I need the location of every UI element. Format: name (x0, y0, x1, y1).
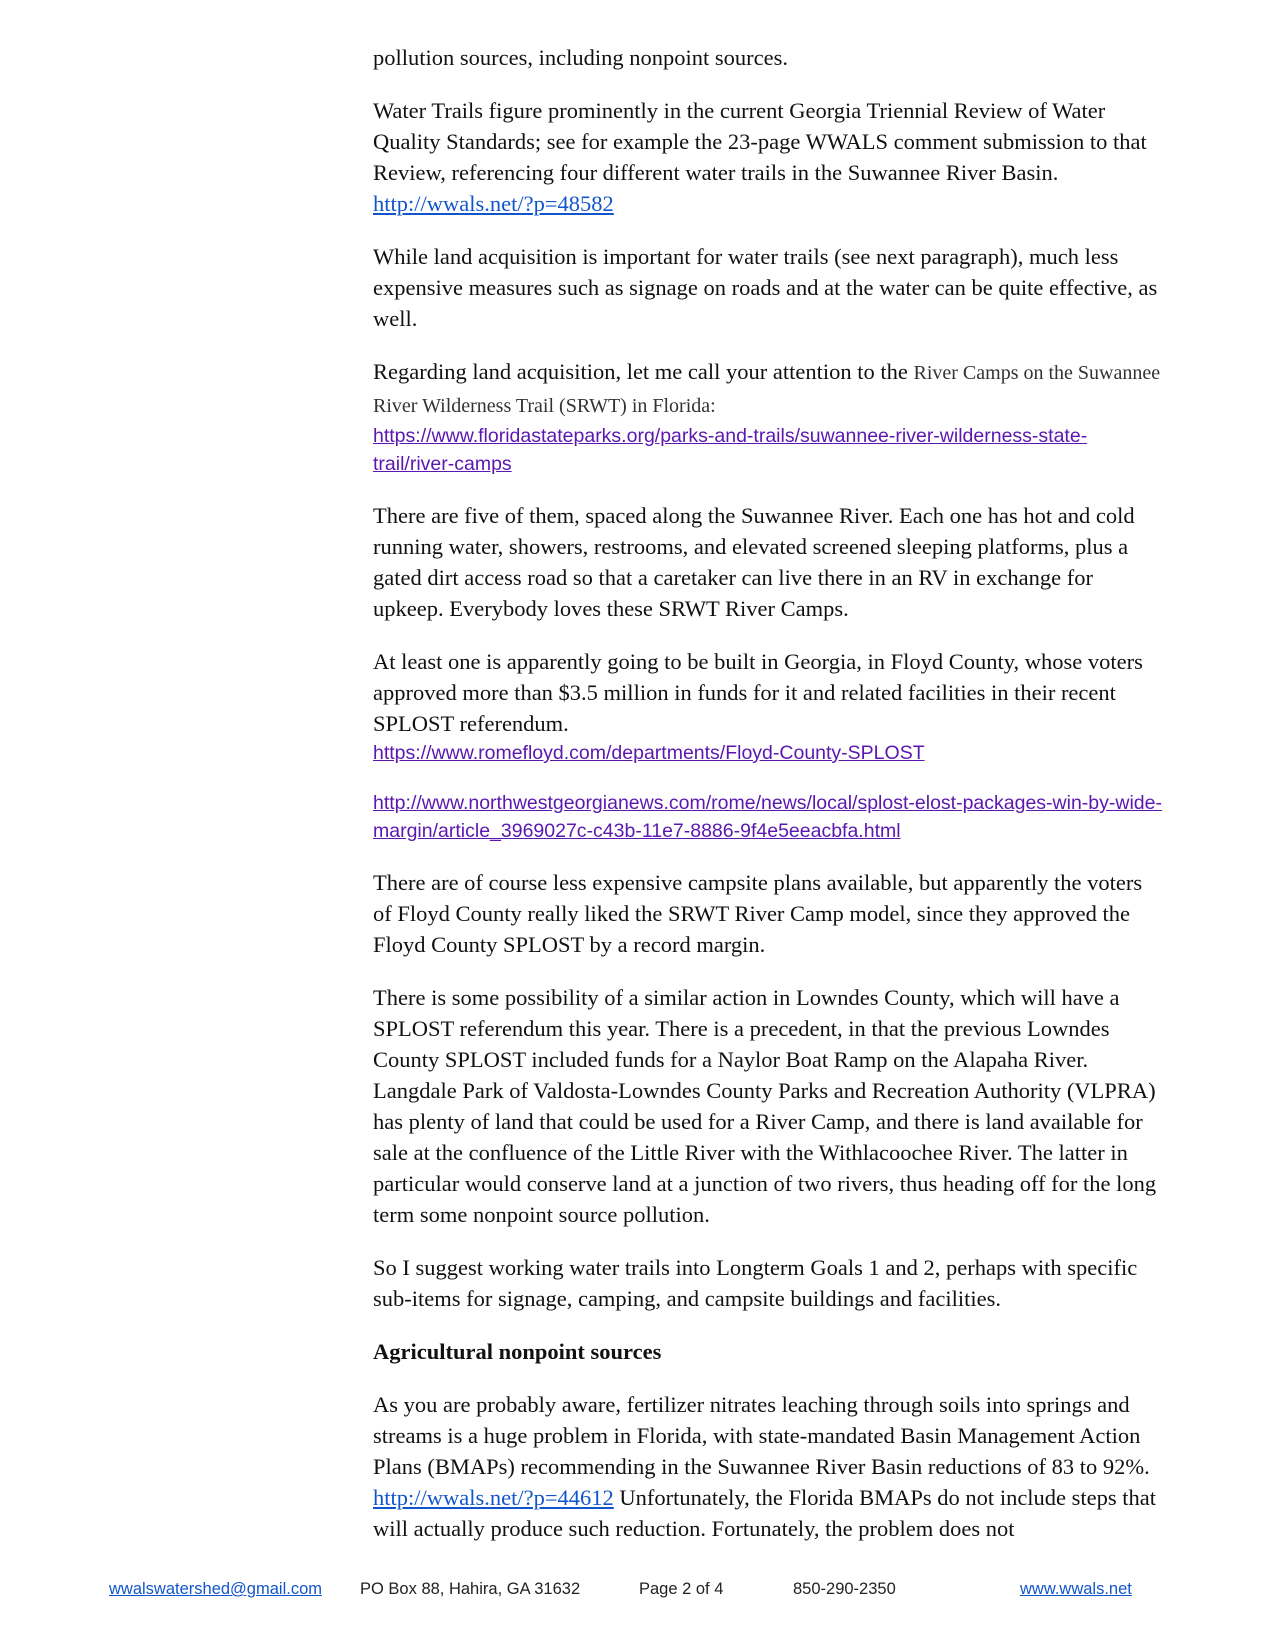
paragraph-text: Water Trails figure prominently in the current Georgia Triennial Review of Water Quality Standards; see for example the 23-page WWALS comment submission to that Review, referencing four different water trails in the Suwannee River Basin. (373, 98, 1147, 185)
romefloyd-splost-link[interactable]: https://www.romefloyd.com/departments/Floyd-County-SPLOST (373, 742, 925, 764)
document-body (373, 42, 1163, 1566)
footer-page-number: Page 2 of 4 (639, 1580, 724, 1598)
footer-phone: 850-290-2350 (793, 1580, 896, 1598)
paragraph-river-camps (373, 356, 1163, 478)
florida-state-parks-link[interactable]: https://www.floridastateparks.org/parks-and-trails/suwannee-river-wilderness-state-trail/river-camps (373, 425, 1088, 475)
paragraph-land-acquisition: While land acquisition is important for water trails (see next paragraph), much less expensive measures such as signage on roads and at the water can be quite effective, as well. (373, 244, 1158, 331)
section-heading-agricultural: Agricultural nonpoint sources (373, 1339, 662, 1364)
footer-email-link[interactable]: wwalswatershed@gmail.com (109, 1580, 322, 1598)
paragraph-text: At least one is apparently going to be built in Georgia, in Floyd County, whose voters approved more than $3.5 million in funds for it and related facilities in their recent SPLOST referendum. (373, 649, 1143, 736)
wwals-44612-link[interactable]: http://wwals.net/?p=44612 (373, 1485, 614, 1510)
footer-website-link[interactable]: www.wwals.net (1020, 1580, 1132, 1598)
paragraph-floyd-county (373, 646, 1163, 767)
paragraph-lowndes-county: There is some possibility of a similar action in Lowndes County, which will have a SPLOST referendum this year. There is a precedent, in that the previous Lowndes County SPLOST included funds for a Naylor Boat Ramp on the Alapaha River. Langdale Park of Valdosta-Lowndes County Parks and Recreation Authority (VLPRA) has plenty of land that could be used for a River Camp, and there is land available for sale at the confluence of the Little River with the Withlacoochee River. The latter in particular would conserve land at a junction of two rivers, thus heading off for the long term some nonpoint source pollution. (373, 985, 1157, 1227)
page-footer (0, 1580, 1275, 1606)
paragraph-news-link (373, 789, 1163, 845)
paragraph-longterm-goals: So I suggest working water trails into Longterm Goals 1 and 2, perhaps with specific sub-items for signage, camping, and campsite buildings and facilities. (373, 1255, 1138, 1311)
paragraph-water-trails (373, 95, 1163, 219)
paragraph-campsite-plans: There are of course less expensive campsite plans available, but apparently the voters of Floyd County really liked the SRWT River Camp model, since they approved the Floyd County SPLOST by a record margin. (373, 870, 1143, 957)
paragraph-five-camps: There are five of them, spaced along the Suwannee River. Each one has hot and cold running water, showers, restrooms, and elevated screened sleeping platforms, plus a gated dirt access road so that a caretaker can live there in an RV in exchange for upkeep. Everybody loves these SRWT River Camps. (373, 503, 1135, 621)
wwals-48582-link[interactable]: http://wwals.net/?p=48582 (373, 191, 614, 216)
paragraph-text: Unfortunately, the Florida BMAPs do not include steps that will actually produce such reduction. Fortunately, the problem does not (373, 1485, 1157, 1541)
paragraph-pollution-sources: pollution sources, including nonpoint sources. (373, 45, 788, 70)
footer-address: PO Box 88, Hahira, GA 31632 (360, 1580, 581, 1598)
paragraph-text: As you are probably aware, fertilizer nitrates leaching through soils into springs and streams is a huge problem in Florida, with state-mandated Basin Management Action Plans (BMAPs) recommending in the Suwannee River Basin reductions of 83 to 92%. (373, 1392, 1150, 1479)
river-camps-reference: River Camps on the Suwannee River Wilderness Trail (SRWT) in Florida: (373, 362, 1161, 417)
paragraph-text: Regarding land acquisition, let me call your attention to the (373, 359, 908, 384)
northwest-georgia-news-link[interactable]: http://www.northwestgeorgianews.com/rome/news/local/splost-elost-packages-win-by-wide-margin/article_3969027c-c43b-11e7-8886-9f4e5eeacbfa.html (373, 792, 1162, 842)
paragraph-fertilizer-nitrates (373, 1389, 1163, 1544)
